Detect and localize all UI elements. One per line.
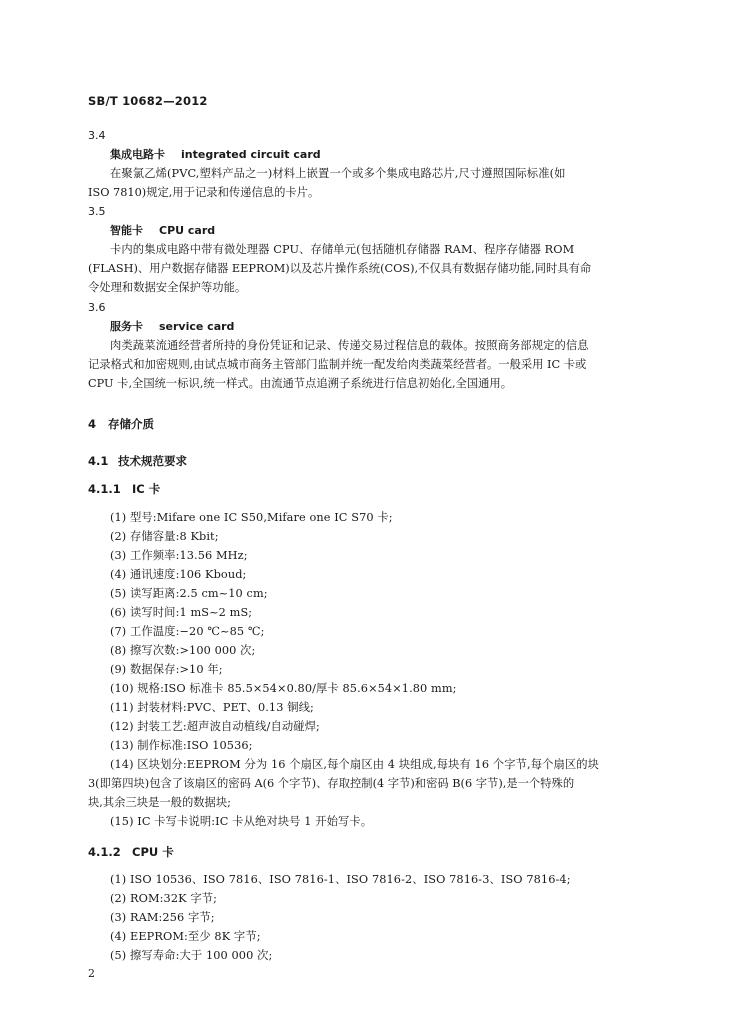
term-english: integrated circuit card [181, 148, 321, 161]
list-item: (11) 封装材料:PVC、PET、0.13 铜线; [110, 701, 314, 714]
section-3-5 [88, 202, 648, 297]
chapter-heading [88, 415, 648, 434]
list-item: (6) 读写时间:1 mS~2 mS; [110, 606, 253, 619]
definition-line: ISO 7810)规定,用于记录和传递信息的卡片。 [88, 186, 320, 199]
term-chinese: 集成电路卡 [110, 148, 165, 161]
list-item: (1) 型号:Mifare one IC S50,Mifare one IC S70 卡; [110, 511, 393, 524]
section-number: 3.5 [88, 205, 106, 218]
section-number: 4.1 [88, 454, 109, 468]
section-3-6 [88, 298, 648, 393]
definition-line: 令处理和数据安全保护等功能。 [88, 281, 247, 294]
list-item: (15) IC 卡写卡说明:IC 卡从绝对块号 1 开始写卡。 [110, 815, 373, 828]
cpu-card-spec-list [88, 870, 648, 965]
subsection-title: CPU 卡 [132, 845, 174, 859]
list-item: (4) 通讯速度:106 Kboud; [110, 568, 247, 581]
page-number: 2 [88, 967, 95, 980]
term-english: service card [159, 320, 235, 333]
definition-line: 在聚氯乙烯(PVC,塑料产品之一)材料上嵌置一个或多个集成电路芯片,尺寸遵照国际标准(如 [110, 167, 566, 180]
section-heading [88, 452, 648, 471]
term-chinese: 智能卡 [110, 224, 143, 237]
list-item: (3) 工作频率:13.56 MHz; [110, 549, 248, 562]
definition-line: 记录格式和加密规则,由试点城市商务主管部门监制并统一配发给肉类蔬菜经营者。一般采用 IC 卡或 [88, 358, 587, 371]
list-item: (7) 工作温度:−20 ℃~85 ℃; [110, 625, 265, 638]
term-heading [88, 317, 648, 336]
subsection-number: 4.1.2 [88, 845, 121, 859]
list-item: (8) 擦写次数:>100 000 次; [110, 644, 256, 657]
definition-line: 肉类蔬菜流通经营者所持的身份凭证和记录、传递交易过程信息的载体。按照商务部规定的信息 [110, 339, 589, 352]
list-item: (2) ROM:32K 字节; [110, 892, 218, 905]
list-item: (9) 数据保存:>10 年; [110, 663, 223, 676]
list-item: (14) 区块划分:EEPROM 分为 16 个扇区,每个扇区由 4 块组成,每块有 16 个字节,每个扇区的块 [110, 758, 600, 771]
section-number: 3.6 [88, 301, 106, 314]
subsection-number: 4.1.1 [88, 482, 121, 496]
term-chinese: 服务卡 [110, 320, 143, 333]
ic-card-spec-list [88, 508, 648, 831]
list-item-continuation: 块,其余三块是一般的数据块; [88, 796, 231, 809]
chapter-number: 4 [88, 417, 97, 431]
standard-header: SB/T 10682—2012 [88, 94, 208, 108]
list-item: (13) 制作标准:ISO 10536; [110, 739, 253, 752]
definition-line: (FLASH)、用户数据存储器 EEPROM)以及芯片操作系统(COS),不仅具有数据存储功能,同时具有命 [88, 262, 592, 275]
term-heading [88, 145, 648, 164]
list-item: (3) RAM:256 字节; [110, 911, 215, 924]
term-english: CPU card [159, 224, 216, 237]
subsection-title: IC 卡 [132, 482, 161, 496]
list-item: (2) 存储容量:8 Kbit; [110, 530, 219, 543]
list-item: (5) 擦写寿命:大于 100 000 次; [110, 949, 273, 962]
list-item: (4) EEPROM:至少 8K 字节; [110, 930, 261, 943]
chapter-title: 存储介质 [108, 417, 154, 431]
list-item-continuation: 3(即第四块)包含了该扇区的密码 A(6 个字节)、存取控制(4 字节)和密码 B(6 字节),是一个特殊的 [88, 777, 575, 790]
subsection-heading [88, 843, 648, 862]
list-item: (1) ISO 10536、ISO 7816、ISO 7816-1、ISO 7816-2、ISO 7816-3、ISO 7816-4; [110, 873, 571, 886]
list-item: (10) 规格:ISO 标准卡 85.5×54×0.80/厚卡 85.6×54×1.80 mm; [110, 682, 457, 695]
definition-line: 卡内的集成电路中带有微处理器 CPU、存储单元(包括随机存储器 RAM、程序存储器 ROM [110, 243, 575, 256]
section-title: 技术规范要求 [118, 454, 187, 468]
list-item: (5) 读写距离:2.5 cm~10 cm; [110, 587, 268, 600]
definition-line: CPU 卡,全国统一标识,统一样式。由流通节点追溯子系统进行信息初始化,全国通用。 [88, 377, 513, 390]
section-3-4 [88, 126, 648, 202]
section-number: 3.4 [88, 129, 106, 142]
list-item: (12) 封装工艺:超声波自动植线/自动碰焊; [110, 720, 320, 733]
term-heading [88, 221, 648, 240]
subsection-heading [88, 480, 648, 499]
